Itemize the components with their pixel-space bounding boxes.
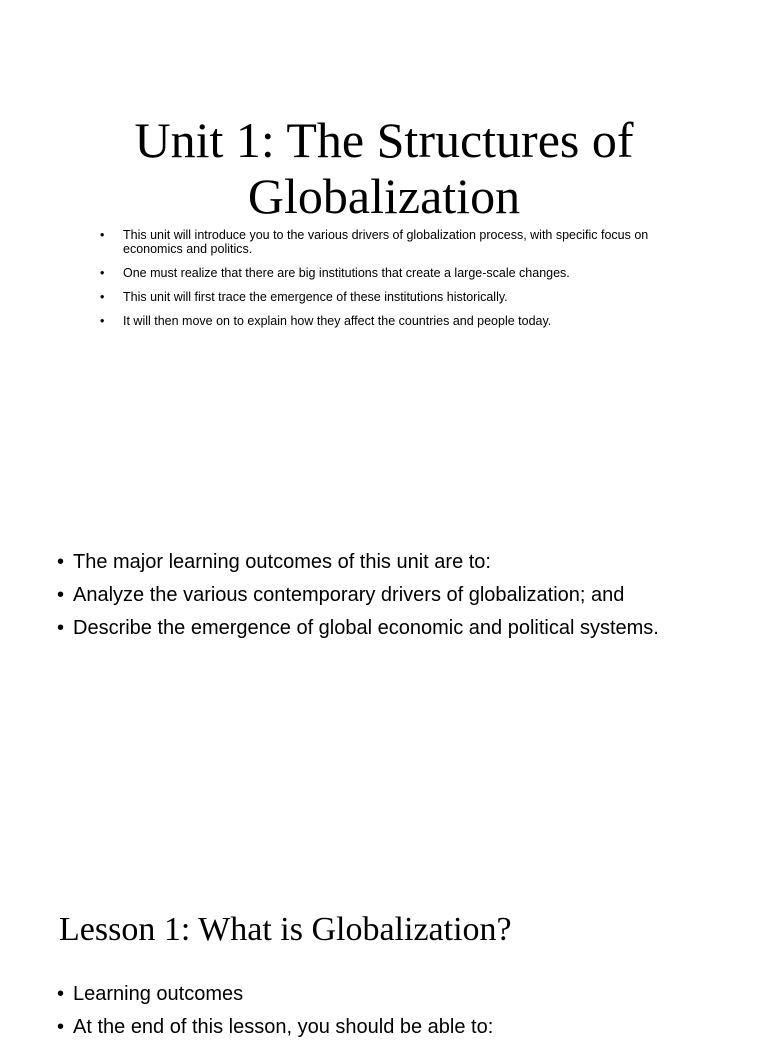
slide-1-bullet-list: [100, 228, 660, 338]
slide-1-bullet-item: [100, 290, 660, 304]
bullet-icon: •: [100, 314, 105, 328]
slide-1-title: [0, 112, 768, 224]
slide-1-bullet-text: One must realize that there are big institutions that create a large-scale changes.: [123, 266, 570, 280]
slide-1-bullet-item: [100, 314, 660, 328]
slide-2-bullet-item: [57, 616, 757, 640]
slide-1: [0, 0, 768, 384]
slide-2-bullet-text: Analyze the various contemporary drivers of globalization; and: [73, 584, 625, 606]
slide-1-bullet-text: This unit will first trace the emergence of these institutions historically.: [123, 290, 508, 304]
bullet-icon: •: [57, 584, 65, 606]
bullet-icon: •: [100, 266, 105, 280]
slide-2-bullet-list: [57, 550, 757, 649]
slide-2-bullet-item: [57, 550, 757, 574]
slide-3-bullet-text: Learning outcomes: [73, 983, 244, 1005]
bullet-icon: •: [100, 228, 105, 242]
slide-1-bullet-item: [100, 266, 660, 280]
slide-3-bullet-item: [57, 982, 757, 1006]
slide-2: [0, 384, 768, 772]
slide-1-title-line-2: Globalization: [247, 168, 521, 224]
slide-3-bullet-list: [57, 982, 757, 1048]
bullet-icon: •: [57, 551, 65, 573]
slide-1-bullet-item: [100, 228, 660, 256]
slide-2-bullet-item: [57, 583, 757, 607]
slide-1-bullet-text: It will then move on to explain how they affect the countries and people today.: [123, 314, 552, 328]
slide-3-bullet-text: At the end of this lesson, you should be able to:: [73, 1016, 494, 1038]
bullet-icon: •: [57, 983, 65, 1005]
slide-3: [0, 772, 768, 1038]
slide-3-title: Lesson 1: What is Globalization?: [59, 911, 512, 948]
bullet-icon: •: [57, 617, 65, 639]
slide-2-bullet-text: Describe the emergence of global economic and political systems.: [73, 617, 659, 639]
slide-1-title-line-1: Unit 1: The Structures of: [134, 112, 634, 168]
slide-2-bullet-text: The major learning outcomes of this unit are to:: [73, 551, 491, 573]
bullet-icon: •: [57, 1016, 65, 1038]
slide-3-bullet-item: [57, 1015, 757, 1039]
slide-1-bullet-text: This unit will introduce you to the various drivers of globalization process, with specific focus on economics and politics.: [123, 228, 649, 256]
bullet-icon: •: [100, 290, 105, 304]
